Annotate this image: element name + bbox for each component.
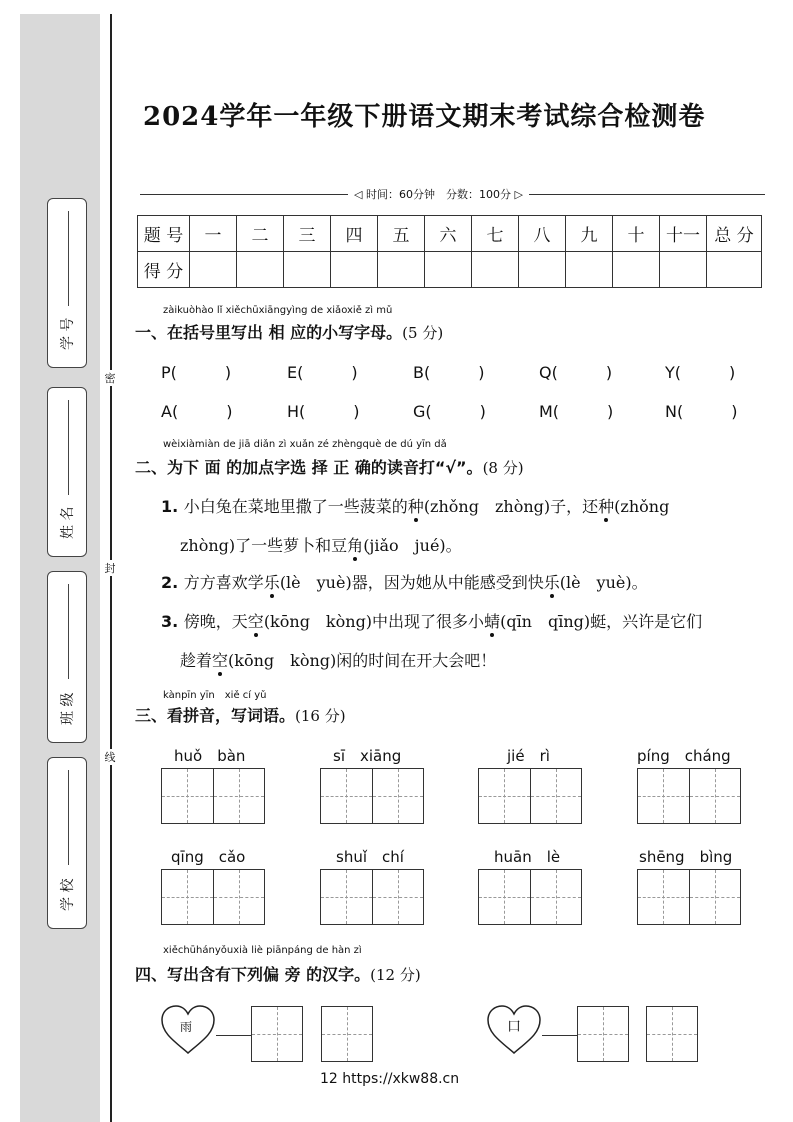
score-row-label: 得 分 xyxy=(138,252,190,288)
connector-line xyxy=(542,1035,577,1036)
letter-item-y[interactable]: Y( ) xyxy=(665,363,736,382)
binding-margin xyxy=(20,14,100,1122)
score-cell[interactable] xyxy=(190,252,237,288)
score-table xyxy=(137,215,762,288)
letter-item-a[interactable]: A( ) xyxy=(161,402,233,421)
radical-rain: 雨 xyxy=(180,1020,193,1034)
score-cell[interactable] xyxy=(519,252,566,288)
score-header-cell: 四 xyxy=(331,216,378,252)
page-title: 2024学年一年级下册语文期末考试综合检测卷 xyxy=(143,102,706,132)
section-1-pinyin: zàikuòhào lǐ xiěchūxiāngyìng de xiǎoxiě zì mǔ xyxy=(163,305,393,316)
writing-grid[interactable] xyxy=(478,869,582,925)
letter-item-h[interactable]: H( ) xyxy=(287,402,360,421)
section-3-score: (16 分) xyxy=(295,707,346,725)
score-header-cell: 九 xyxy=(566,216,613,252)
score-header-cell: 十一 xyxy=(660,216,707,252)
letter-item-m[interactable]: M( ) xyxy=(539,402,614,421)
score-cell[interactable] xyxy=(237,252,284,288)
word-pinyin: shēng bìng xyxy=(639,848,733,866)
dotted-char: 乐 xyxy=(544,570,560,593)
dotted-char: 种 xyxy=(598,494,614,517)
score-cell[interactable] xyxy=(425,252,472,288)
letter-item-q[interactable]: Q( ) xyxy=(539,363,613,382)
score-cell[interactable] xyxy=(331,252,378,288)
word-pinyin: qīng cǎo xyxy=(171,848,246,866)
writing-grid[interactable] xyxy=(161,768,265,824)
question-3-line-1: 3. 傍晚，天空(kōng kòng)中出现了很多小蜻(qīn qīng)蜓，兴许是它们 xyxy=(161,609,702,632)
section-4-score: (12 分) xyxy=(370,966,421,984)
writing-grid[interactable] xyxy=(320,768,424,824)
dotted-char: 乐 xyxy=(264,570,280,593)
score-header-cell: 二 xyxy=(237,216,284,252)
dotted-char: 角 xyxy=(347,533,363,556)
school-box[interactable]: 学 校 xyxy=(47,757,87,929)
letter-item-p[interactable]: P( ) xyxy=(161,363,232,382)
writing-grid[interactable] xyxy=(161,869,265,925)
word-pinyin: shuǐ chí xyxy=(336,848,404,866)
score-header-cell: 总 分 xyxy=(707,216,762,252)
question-1-line-2: zhòng)了一些萝卜和豆角(jiǎo jué)。 xyxy=(180,533,462,556)
writing-grid[interactable] xyxy=(321,1006,373,1062)
dotted-char: 蜻 xyxy=(484,609,500,632)
seal-char-mi: 密 xyxy=(104,372,116,385)
writing-grid[interactable] xyxy=(251,1006,303,1062)
score-header-cell: 八 xyxy=(519,216,566,252)
score-table-score-row xyxy=(138,252,762,288)
score-header-cell: 题 号 xyxy=(138,216,190,252)
score-cell[interactable] xyxy=(707,252,762,288)
exam-meta: ◁ 时间：60分钟 分数：100分 ▷ xyxy=(348,186,529,202)
section-3-heading xyxy=(135,703,346,726)
word-pinyin: jié rì xyxy=(507,747,550,765)
score-header-cell: 一 xyxy=(190,216,237,252)
section-3-heading-text: 三、看拼音，写词语。 xyxy=(135,706,296,725)
section-2-heading xyxy=(135,455,524,478)
score-cell[interactable] xyxy=(566,252,613,288)
writing-grid[interactable] xyxy=(646,1006,698,1062)
radical-mouth: 口 xyxy=(507,1019,521,1035)
dotted-char: 空 xyxy=(248,609,264,632)
question-2-line: 2. 方方喜欢学乐(lè yuè)器，因为她从中能感受到快乐(lè yuè)。 xyxy=(161,570,648,593)
dotted-char: 空 xyxy=(212,648,228,671)
question-1-line-1: 1. 小白兔在菜地里撒了一些菠菜的种(zhǒng zhòng)子，还种(zhǒng xyxy=(161,494,669,517)
section-4-pinyin: xiěchūhányǒuxià liè piānpáng de hàn zì xyxy=(163,945,362,956)
writing-grid[interactable] xyxy=(320,869,424,925)
section-4-heading xyxy=(135,962,421,985)
dotted-char: 种 xyxy=(408,494,424,517)
letter-item-n[interactable]: N( ) xyxy=(665,402,738,421)
section-2-pinyin: wèixiàmiàn de jiā diǎn zì xuǎn zé zhèngquè de dú yīn dǎ xyxy=(163,439,447,450)
letter-item-b[interactable]: B( ) xyxy=(413,363,485,382)
section-2-heading-text: 二、为下 面 的加点字选 择 正 确的读音打“√”。 xyxy=(135,458,483,477)
score-cell[interactable] xyxy=(660,252,707,288)
seal-char-xian: 线 xyxy=(104,751,116,764)
student-id-box[interactable]: 学 号 xyxy=(47,198,87,368)
letter-item-g[interactable]: G( ) xyxy=(413,402,486,421)
section-2-score: (8 分) xyxy=(482,459,524,477)
section-3-pinyin: kànpīn yīn xiě cí yǔ xyxy=(163,690,267,701)
section-1-heading xyxy=(135,320,443,343)
connector-line xyxy=(216,1035,251,1036)
writing-grid[interactable] xyxy=(637,869,741,925)
score-header-cell: 十 xyxy=(613,216,660,252)
student-name-box[interactable]: 姓 名 xyxy=(47,387,87,557)
section-4-heading-text: 四、写出含有下列偏 旁 的汉字。 xyxy=(135,965,371,984)
word-pinyin: sī xiāng xyxy=(333,747,402,765)
score-cell[interactable] xyxy=(378,252,425,288)
score-header-cell: 七 xyxy=(472,216,519,252)
score-cell[interactable] xyxy=(472,252,519,288)
section-1-score: (5 分) xyxy=(402,324,444,342)
score-header-cell: 五 xyxy=(378,216,425,252)
writing-grid[interactable] xyxy=(637,768,741,824)
seal-char-feng: 封 xyxy=(104,562,116,575)
score-cell[interactable] xyxy=(613,252,660,288)
class-box[interactable]: 班 级 xyxy=(47,571,87,743)
letter-item-e[interactable]: E( ) xyxy=(287,363,358,382)
score-header-cell: 三 xyxy=(284,216,331,252)
word-pinyin: huǒ bàn xyxy=(174,747,246,765)
question-3-line-2: 趁着空(kōng kòng)闲的时间在开大会吧！ xyxy=(180,648,496,671)
page-footer: 12 https://xkw88.cn xyxy=(320,1071,460,1087)
score-header-cell: 六 xyxy=(425,216,472,252)
score-table-header-row xyxy=(138,216,762,252)
writing-grid[interactable] xyxy=(478,768,582,824)
word-pinyin: píng cháng xyxy=(637,747,731,765)
section-1-heading-text: 一、在括号里写出 相 应的小写字母。 xyxy=(135,323,403,342)
score-cell[interactable] xyxy=(284,252,331,288)
writing-grid[interactable] xyxy=(577,1006,629,1062)
word-pinyin: huān lè xyxy=(494,848,561,866)
